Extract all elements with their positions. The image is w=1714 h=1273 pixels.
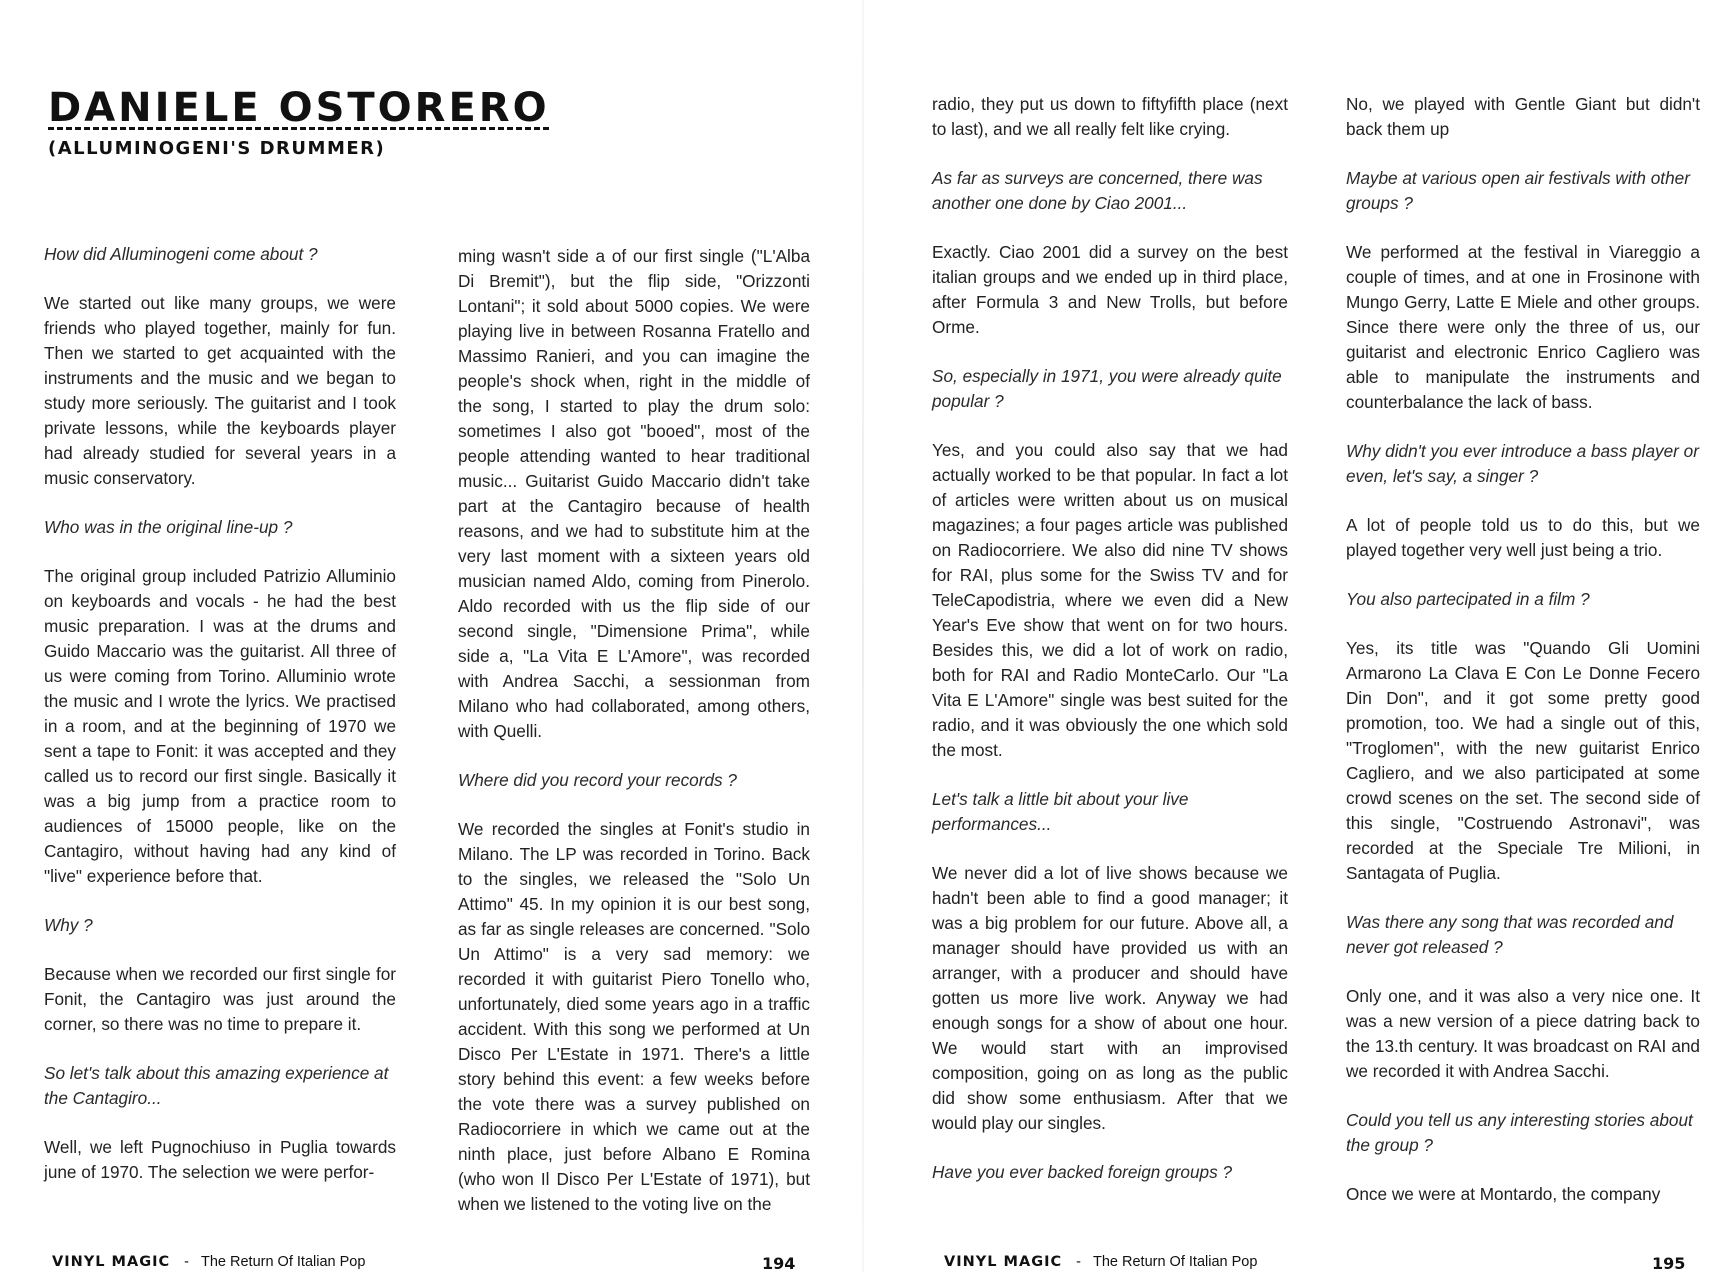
interview-answer: A lot of people told us to do this, but we played together very well just being a trio. <box>1346 515 1700 560</box>
page-footer-right <box>944 1254 1684 1272</box>
interview-answer: Yes, its title was "Quando Gli Uomini Armarono La Clava E Con Le Donne Fecero Din Don", and it got some pretty good promotion, too. We had a single out of this, "Troglomen", with the new guitarist Enrico Cagliero, and we also participated at some crowd scenes on the set. The second side of this single, "Costruendo Astronavi", was recorded at the Speciale Tre Milioni, in Santagata of Puglia. <box>1346 638 1700 883</box>
interview-question: So let's talk about this amazing experience at the Cantagiro... <box>44 1063 389 1108</box>
page-number: 194 <box>762 1254 796 1273</box>
footer-subtitle: The Return Of Italian Pop <box>1092 1254 1258 1270</box>
footer-subtitle: The Return Of Italian Pop <box>200 1254 366 1270</box>
interview-question: Who was in the original line-up ? <box>44 517 293 537</box>
page-gutter <box>862 0 864 1272</box>
interview-answer: Because when we recorded our first single for Fonit, the Cantagiro was just around the corner, so there was no time to prepare it. <box>44 964 396 1034</box>
article-subtitle: (ALLUMINOGENI'S DRUMMER) <box>48 138 386 159</box>
footer-brand: VINYL MAGIC <box>944 1254 1063 1270</box>
interview-question: Could you tell us any interesting stories about the group ? <box>1346 1110 1693 1155</box>
interview-answer: Exactly. Ciao 2001 did a survey on the best italian groups and we ended up in third place, after Formula 3 and New Trolls, but before Orme. <box>932 242 1288 337</box>
interview-answer: We recorded the singles at Fonit's studio in Milano. The LP was recorded in Torino. Back to the singles, we released the "Solo Un Attimo" 45. In my opinion it is our best song, as far as single releases are concerned. "Solo Un Attimo" is a very sad memory: we recorded it with guitarist Piero Tonello who, unfortunately, died some years ago in a traffic accident. With this song we performed at Un Disco Per L'Estate in 1971. There's a little story behind this event: a few weeks before the vote there was a survey published on Radiocorriere in which we came out at the ninth place, just before Albano E Romina (who won Il Disco Per L'Estate of 1971), but when we listened to the voting live on the <box>458 819 810 1214</box>
interview-question: Have you ever backed foreign groups ? <box>932 1162 1233 1182</box>
interview-question: So, especially in 1971, you were already quite popular ? <box>932 366 1282 411</box>
footer-brand: VINYL MAGIC <box>52 1254 171 1270</box>
interview-answer: The original group included Patrizio Alluminio on keyboards and vocals - he had the best music preparation. I was at the drums and Guido Maccario was the guitarist. All three of us were coming from Torino. Alluminio wrote the music and I wrote the lyrics. We practised in a room, and at the beginning of 1970 we sent a tape to Fonit: it was accepted and they called us to record our first single. Basically it was a big jump from a practice room to audiences of 15000 people, like on the Cantagiro, without having had any kind of "live" experience before that. <box>44 566 396 886</box>
interview-answer: No, we played with Gentle Giant but didn't back them up <box>1346 94 1700 139</box>
interview-question: How did Alluminogeni come about ? <box>44 244 318 264</box>
text-column-1 <box>44 242 396 1185</box>
interview-question: Why didn't you ever introduce a bass player or even, let's say, a singer ? <box>1346 441 1699 486</box>
text-column-4 <box>1346 92 1700 1207</box>
interview-question: Why ? <box>44 915 93 935</box>
interview-question: You also partecipated in a film ? <box>1346 589 1590 609</box>
footer-separator: - <box>1076 1254 1081 1270</box>
interview-question: Was there any song that was recorded and never got released ? <box>1346 912 1674 957</box>
interview-answer: We performed at the festival in Viareggio a couple of times, and at one in Frosinone with Mungo Gerry, Latte E Miele and other groups. Since there were only the three of us, our guitarist and electronic Enrico Cagliero was able to manipulate the instruments and counterbalance the lack of bass. <box>1346 242 1700 412</box>
interview-question: Let's talk a little bit about your live performances... <box>932 789 1189 834</box>
interview-question: Maybe at various open air festivals with other groups ? <box>1346 168 1690 213</box>
footer-separator: - <box>184 1254 189 1270</box>
text-column-3 <box>932 92 1288 1185</box>
page-footer-left <box>52 1254 796 1273</box>
article-title: DANIELE OSTORERO <box>48 85 550 131</box>
interview-answer: We started out like many groups, we were friends who played together, mainly for fun. Then we started to get acquainted with the instruments and the music and we began to study more seriously. The guitarist and I took private lessons, while the keyboards player had already studied for several years in a music conservatory. <box>44 293 396 488</box>
interview-answer: ming wasn't side a of our first single ("L'Alba Di Bremit"), but the flip side, "Orizzonti Lontani"; it sold about 5000 copies. We were playing live in between Rosanna Fratello and Massimo Ranieri, and you can imagine the people's shock when, right in the middle of the song, I started to play the drum solo: sometimes I also got "booed", most of the people attending wanted to hear traditional music... Guitarist Guido Maccario didn't take part at the Cantagiro because of health reasons, and we had to substitute him at the very last moment with a sixteen years old musician named Aldo, coming from Pinerolo. Aldo recorded with us the flip side of our second single, "Dimensione Prima", while side a, "La Vita E L'Amore", was recorded with Andrea Sacchi, a sessionman from Milano who had collaborated, among others, with Quelli. <box>458 246 810 741</box>
page-number: 195 <box>1652 1254 1686 1273</box>
text-column-2 <box>458 244 810 1217</box>
article-header <box>48 85 550 159</box>
interview-question: As far as surveys are concerned, there was another one done by Ciao 2001... <box>932 168 1263 213</box>
interview-answer: Once we were at Montardo, the company <box>1346 1184 1661 1204</box>
interview-answer: Yes, and you could also say that we had actually worked to be that popular. In fact a lot of articles were written about us on musical magazines; a four pages article was published on Radiocorriere. We also did nine TV shows for RAI, plus some for the Swiss TV and for TeleCapodistria, where we even did a New Year's Eve show that went on for two hours. Besides this, we did a lot of work on radio, both for RAI and Radio MonteCarlo. Our "La Vita E L'Amore" single was best suited for the radio, and it was obviously the one which sold the most. <box>932 440 1288 760</box>
interview-question: Where did you record your records ? <box>458 770 737 790</box>
interview-answer: Well, we left Pugnochiuso in Puglia towards june of 1970. The selection we were perfor- <box>44 1137 396 1182</box>
interview-answer: We never did a lot of live shows because we hadn't been able to find a good manager; it was a big problem for our future. Above all, a manager should have provided us with an arranger, with a producer and should have gotten us more live work. Anyway we had enough songs for a show of about one hour. We would start with an improvised composition, going on as long as the public did show some enthusiasm. After that we would play our singles. <box>932 863 1288 1133</box>
interview-answer: radio, they put us down to fiftyfifth place (next to last), and we all really felt like crying. <box>932 94 1288 139</box>
interview-answer: Only one, and it was also a very nice one. It was a new version of a piece datring back to the 13.th century. It was broadcast on RAI and we recorded it with Andrea Sacchi. <box>1346 986 1700 1081</box>
